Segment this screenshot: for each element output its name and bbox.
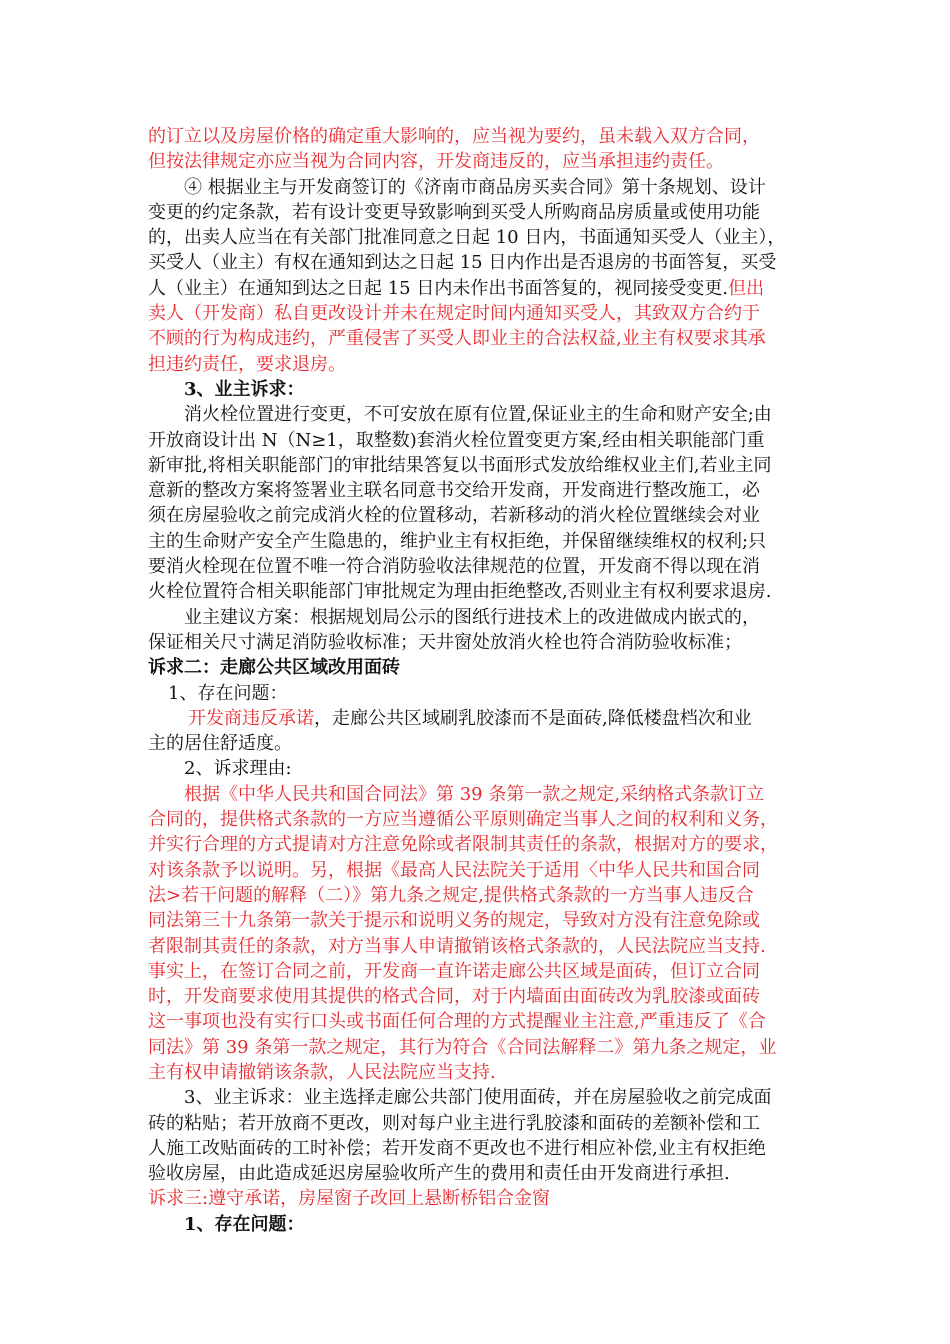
text-run: 主的居住舒适度。	[148, 733, 292, 755]
text-run: 1、存在问题：	[184, 1213, 305, 1235]
text-run: 验收房屋，由此造成延迟房屋验收所产生的费用和责任由开发商进行承担.	[148, 1163, 730, 1185]
text-line	[148, 908, 808, 933]
text-run: 2、诉求理由:	[184, 758, 292, 780]
text-run: 业主建议方案：根据规划局公示的图纸行进技术上的改进做成内嵌式的，	[184, 606, 760, 628]
text-line	[148, 428, 808, 453]
text-run: 3、业主诉求：	[184, 378, 305, 400]
text-run: 不顾的行为构成违约，严重侵害了买受人即业主的合法权益,业主有权要求其承	[148, 328, 766, 350]
text-run: 开发商违反承诺	[188, 707, 314, 729]
text-line	[148, 301, 808, 326]
text-line	[148, 605, 808, 630]
text-line	[148, 832, 808, 857]
text-line	[148, 352, 808, 377]
text-run: 消火栓位置进行变更，不可安放在原有位置,保证业主的生命和财产安全;由	[184, 404, 772, 426]
text-line	[148, 630, 808, 655]
text-run: ④ 根据业主与开发商签订的《济南市商品房买卖合同》第十条规划、设计	[184, 176, 766, 198]
text-run: ，走廊公共区域刷乳胶漆而不是面砖,降低楼盘档次和业	[314, 707, 752, 729]
text-line	[148, 175, 808, 200]
text-line	[148, 1009, 808, 1034]
text-line	[148, 883, 808, 908]
text-run: 时，开发商要求使用其提供的格式合同，对于内墙面由面砖改为乳胶漆或面砖	[148, 986, 760, 1008]
text-line	[148, 1060, 808, 1085]
text-run: 对该条款予以说明。另，根据《最高人民法院关于适用〈中华人民共和国合同	[148, 859, 760, 881]
text-run: 保证相关尺寸满足消防验收标准；天井窗处放消火栓也符合消防验收标准；	[148, 631, 742, 653]
text-line	[148, 225, 808, 250]
text-line	[148, 731, 808, 756]
text-run: 人（业主）在通知到达之日起 15 日内未作出书面答复的，视同接受变更.	[148, 277, 729, 299]
text-line	[148, 934, 808, 959]
text-run: 但按法律规定亦应当视为合同内容，开发商违反的，应当承担违约责任。	[148, 151, 724, 173]
text-run: 3、业主诉求：业主选择走廊公共部门使用面砖，并在房屋验收之前完成面	[184, 1087, 772, 1109]
text-run: 变更的约定条款，若有设计变更导致影响到买受人所购商品房质量或使用功能	[148, 201, 760, 223]
document-page	[148, 124, 808, 1237]
text-run: 诉求二：走廊公共区域改用面砖	[148, 657, 400, 679]
text-line	[148, 756, 808, 781]
text-run: 同法》第 39 条第一款之规定，其行为符合《合同法解释二》第九条之规定，业	[148, 1036, 777, 1058]
text-line	[148, 655, 808, 680]
text-line	[148, 478, 808, 503]
text-line	[148, 807, 808, 832]
text-line	[148, 1085, 808, 1110]
text-line	[148, 858, 808, 883]
text-line	[148, 529, 808, 554]
text-run: 要消火栓现在位置不唯一符合消防验收法律规范的位置，开发商不得以现在消	[148, 556, 760, 578]
text-line	[148, 1161, 808, 1186]
text-run: 新审批,将相关职能部门的审批结果答复以书面形式发放给维权业主们,若业主同	[148, 454, 772, 476]
text-run: 火栓位置符合相关职能部门审批规定为理由拒绝整改,否则业主有权利要求退房.	[148, 581, 772, 603]
text-line	[148, 1186, 808, 1211]
text-line	[148, 200, 808, 225]
text-run: 者限制其责任的条款，对方当事人申请撤销该格式条款的，人民法院应当支持.	[148, 935, 766, 957]
text-line	[148, 984, 808, 1009]
text-run: 的，出卖人应当在有关部门批准同意之日起 10 日内，书面通知买受人（业主），	[148, 227, 786, 249]
text-run: 同法第三十九条第一款关于提示和说明义务的规定，导致对方没有注意免除或	[148, 910, 760, 932]
text-line	[148, 579, 808, 604]
text-run: 买受人（业主）有权在通知到达之日起 15 日内作出是否退房的书面答复，买受	[148, 252, 777, 274]
text-line	[148, 503, 808, 528]
text-run: 主有权申请撤销该条款，人民法院应当支持.	[148, 1061, 496, 1083]
text-run: 根据《中华人民共和国合同法》第 39 条第一款之规定,采纳格式条款订立	[184, 783, 765, 805]
text-line	[148, 326, 808, 351]
text-line	[148, 1212, 808, 1237]
text-run: 卖人（开发商）私自更改设计并未在规定时间内通知买受人，其致双方合约于	[148, 303, 760, 325]
text-run: 砖的粘贴；若开放商不更改，则对每户业主进行乳胶漆和面砖的差额补偿和工	[148, 1112, 760, 1134]
text-line	[148, 782, 808, 807]
text-run: 开放商设计出 N（N≥1，取整数)套消火栓位置变更方案,经由相关职能部门重	[148, 429, 765, 451]
text-run: 1、存在问题：	[168, 682, 288, 704]
text-run: 这一事项也没有实行口头或书面任何合理的方式提醒业主注意,严重违反了《合	[148, 1011, 766, 1033]
text-run: 的订立以及房屋价格的确定重大影响的，应当视为要约，虽未载入双方合同，	[148, 126, 760, 147]
text-line	[148, 1136, 808, 1161]
text-line	[148, 554, 808, 579]
text-line	[148, 402, 808, 427]
text-line	[148, 250, 808, 275]
text-run: 但出	[728, 277, 765, 299]
text-run: 担违约责任，要求退房。	[148, 353, 346, 375]
text-run: 合同的，提供格式条款的一方应当遵循公平原则确定当事人之间的权利和义务，	[148, 809, 778, 831]
text-line	[148, 706, 808, 731]
text-run: 诉求三:遵守承诺，房屋窗子改回上悬断桥铝合金窗	[148, 1188, 551, 1210]
text-line	[148, 1035, 808, 1060]
text-line	[148, 377, 808, 402]
text-run: 须在房屋验收之前完成消火栓的位置移动，若新移动的消火栓位置继续会对业	[148, 505, 760, 527]
text-line	[148, 276, 808, 301]
text-line	[148, 149, 808, 174]
text-run: 并实行合理的方式提请对方注意免除或者限制其责任的条款，根据对方的要求，	[148, 834, 778, 856]
text-line	[148, 124, 808, 149]
text-line	[148, 453, 808, 478]
text-line	[148, 681, 808, 706]
text-run: 人施工改贴面砖的工时补偿；若开发商不更改也不进行相应补偿,业主有权拒绝	[148, 1137, 766, 1159]
text-run: 主的生命财产安全产生隐患的，维护业主有权拒绝，并保留继续维权的权利;只	[148, 530, 767, 552]
text-line	[148, 1111, 808, 1136]
text-run: 事实上，在签订合同之前，开发商一直许诺走廊公共区域是面砖，但订立合同	[148, 960, 760, 982]
text-run: 法>若干问题的解释（二）》第九条之规定,提供格式条款的一方当事人违反合	[148, 884, 754, 906]
text-run: 意新的整改方案将签署业主联名同意书交给开发商，开发商进行整改施工，必	[148, 480, 760, 502]
text-line	[148, 959, 808, 984]
